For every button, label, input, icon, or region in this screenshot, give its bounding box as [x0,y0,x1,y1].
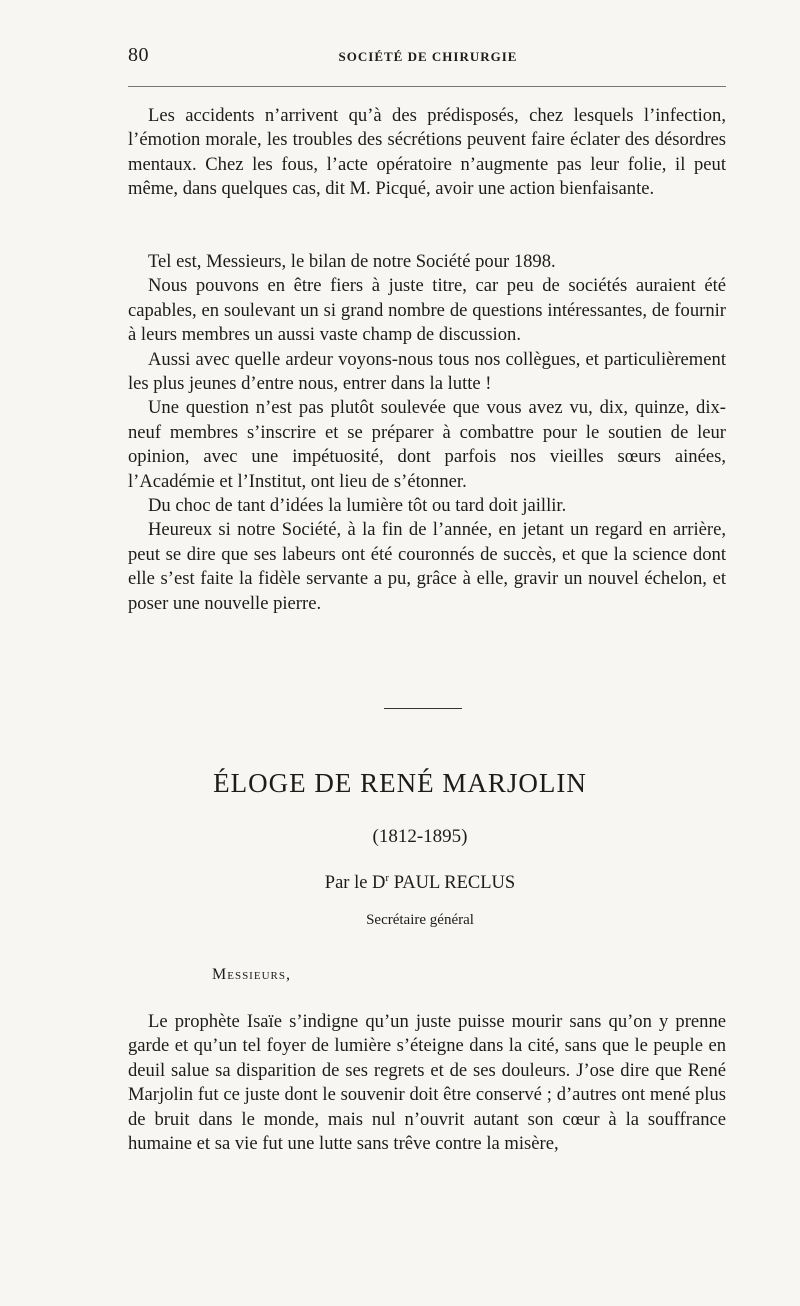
paragraph: Aussi avec quelle ardeur voyons-nous tous nos collègues, et particulièrement les plus jeunes d’entre nous, entrer dans la lutte ! [128,348,726,395]
salutation: Messieurs, [212,966,291,983]
author-name: PAUL RECLUS [389,873,516,894]
paragraph: Tel est, Messieurs, le bilan de notre Société pour 1898. [148,251,556,272]
paragraph: Le prophète Isaïe s’indigne qu’un juste puisse mourir sans qu’on y prenne garde et qu’un tel foyer de lumière s’éteigne dans la cité, sans que le peuple en deuil salue sa disparition de ses regrets et de ses douleurs. J’ose dire que René Marjolin fut ce juste dont le souvenir doit être conservé ; d’autres ont mené plus de bruit dans le monde, mais nul n’ouvrit autant son cœur à la souffrance humaine et sa vie fut une lutte sans trêve contre la misère, [128,1011,726,1155]
paragraph: Les accidents n’arrivent qu’à des prédisposés, chez lesquels l’infection, l’émotion morale, les troubles des sécrétions peuvent faire éclater des désordres mentaux. Chez les fous, l’acte opératoire n’augmente pas leur folie, il peut même, dans quelques cas, dit M. Picqué, avoir une action bienfaisante. [128,105,726,200]
section-dates: (1812-1895) [372,826,468,847]
author-role: Secrétaire général [366,912,474,928]
section-divider [384,708,462,709]
running-head [128,44,728,72]
paragraph: Une question n’est pas plutôt soulevée que vous avez vu, dix, quinze, dix-neuf membres s’inscrire et se préparer à combattre pour le soutien de leur opinion, avec une impétuosité, dont parfois nos vieilles sœurs ainées, l’Académie et l’Institut, ont lieu de s’étonner. [128,397,726,492]
top-text-block [128,104,726,202]
eloge-text-block [128,1010,726,1156]
running-title: SOCIÉTÉ DE CHIRURGIE [338,49,518,64]
page-number: 80 [128,44,149,66]
paragraph: Nous pouvons en être fiers à juste titre, car peu de sociétés auraient été capables, en soulevant un si grand nombre de questions intéressantes, de fournir à leurs membres un aussi vaste champ de discussion. [128,275,726,346]
header-rule [128,86,726,87]
author-byline [0,872,800,894]
paragraph: Du choc de tant d’idées la lumière tôt ou tard doit jaillir. [148,495,567,517]
byline-superscript: r [385,872,390,884]
paragraph: Heureux si notre Société, à la fin de l’année, en jetant un regard en arrière, peut se dire que ses labeurs ont été couronnés de succès, et que la science dont elle s’est faite la fidèle servante a pu, grâce à elle, gravir un nouvel échelon, et poser une nouvelle pierre. [128,519,726,614]
byline-prefix: Par le D [324,873,386,894]
section-title: ÉLOGE DE RENÉ MARJOLIN [213,768,587,798]
conclusion-text-block [128,250,726,616]
